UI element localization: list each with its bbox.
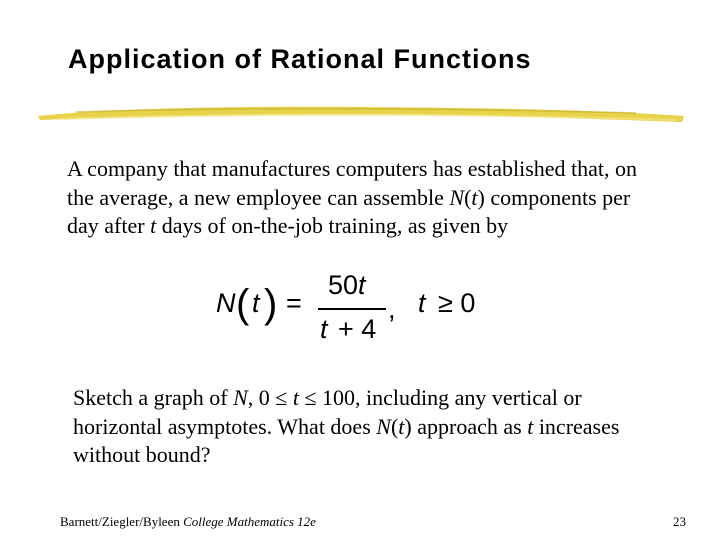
- formula-numerator-coef: 50: [328, 270, 359, 300]
- fraction-bar: [318, 308, 386, 310]
- page-number: 23: [673, 514, 686, 529]
- formula-N: N: [216, 288, 236, 318]
- formula-equals: =: [286, 288, 302, 318]
- formula-lhs-t: t: [252, 288, 260, 318]
- problem-statement: A company that manufactures computers has established that, on the average, a new employee can assemble N(t) components per day after t days of on-the-job training, as given by: [67, 156, 638, 238]
- title-underline-brushstroke: [36, 100, 686, 130]
- formula-denominator-rest: + 4: [338, 314, 377, 344]
- footer-citation: Barnett/Ziegler/Byleen College Mathematics 12e: [60, 514, 316, 529]
- formula-close-paren: ): [264, 282, 278, 326]
- formula-open-paren: (: [236, 282, 250, 326]
- formula-condition-t: t: [418, 288, 426, 318]
- formula-numerator-t: t: [358, 270, 366, 300]
- problem-question: Sketch a graph of N, 0 ≤ t ≤ 100, including any vertical or horizontal asymptotes. What does N(t) approach as t increases without bound?: [73, 385, 620, 467]
- formula-comma: ,: [388, 294, 396, 324]
- rational-function-formula: [216, 268, 496, 348]
- slide-title: Application of Rational Functions: [68, 44, 532, 74]
- formula-denominator-t: t: [320, 314, 328, 344]
- formula-condition-rest: ≥ 0: [438, 288, 476, 318]
